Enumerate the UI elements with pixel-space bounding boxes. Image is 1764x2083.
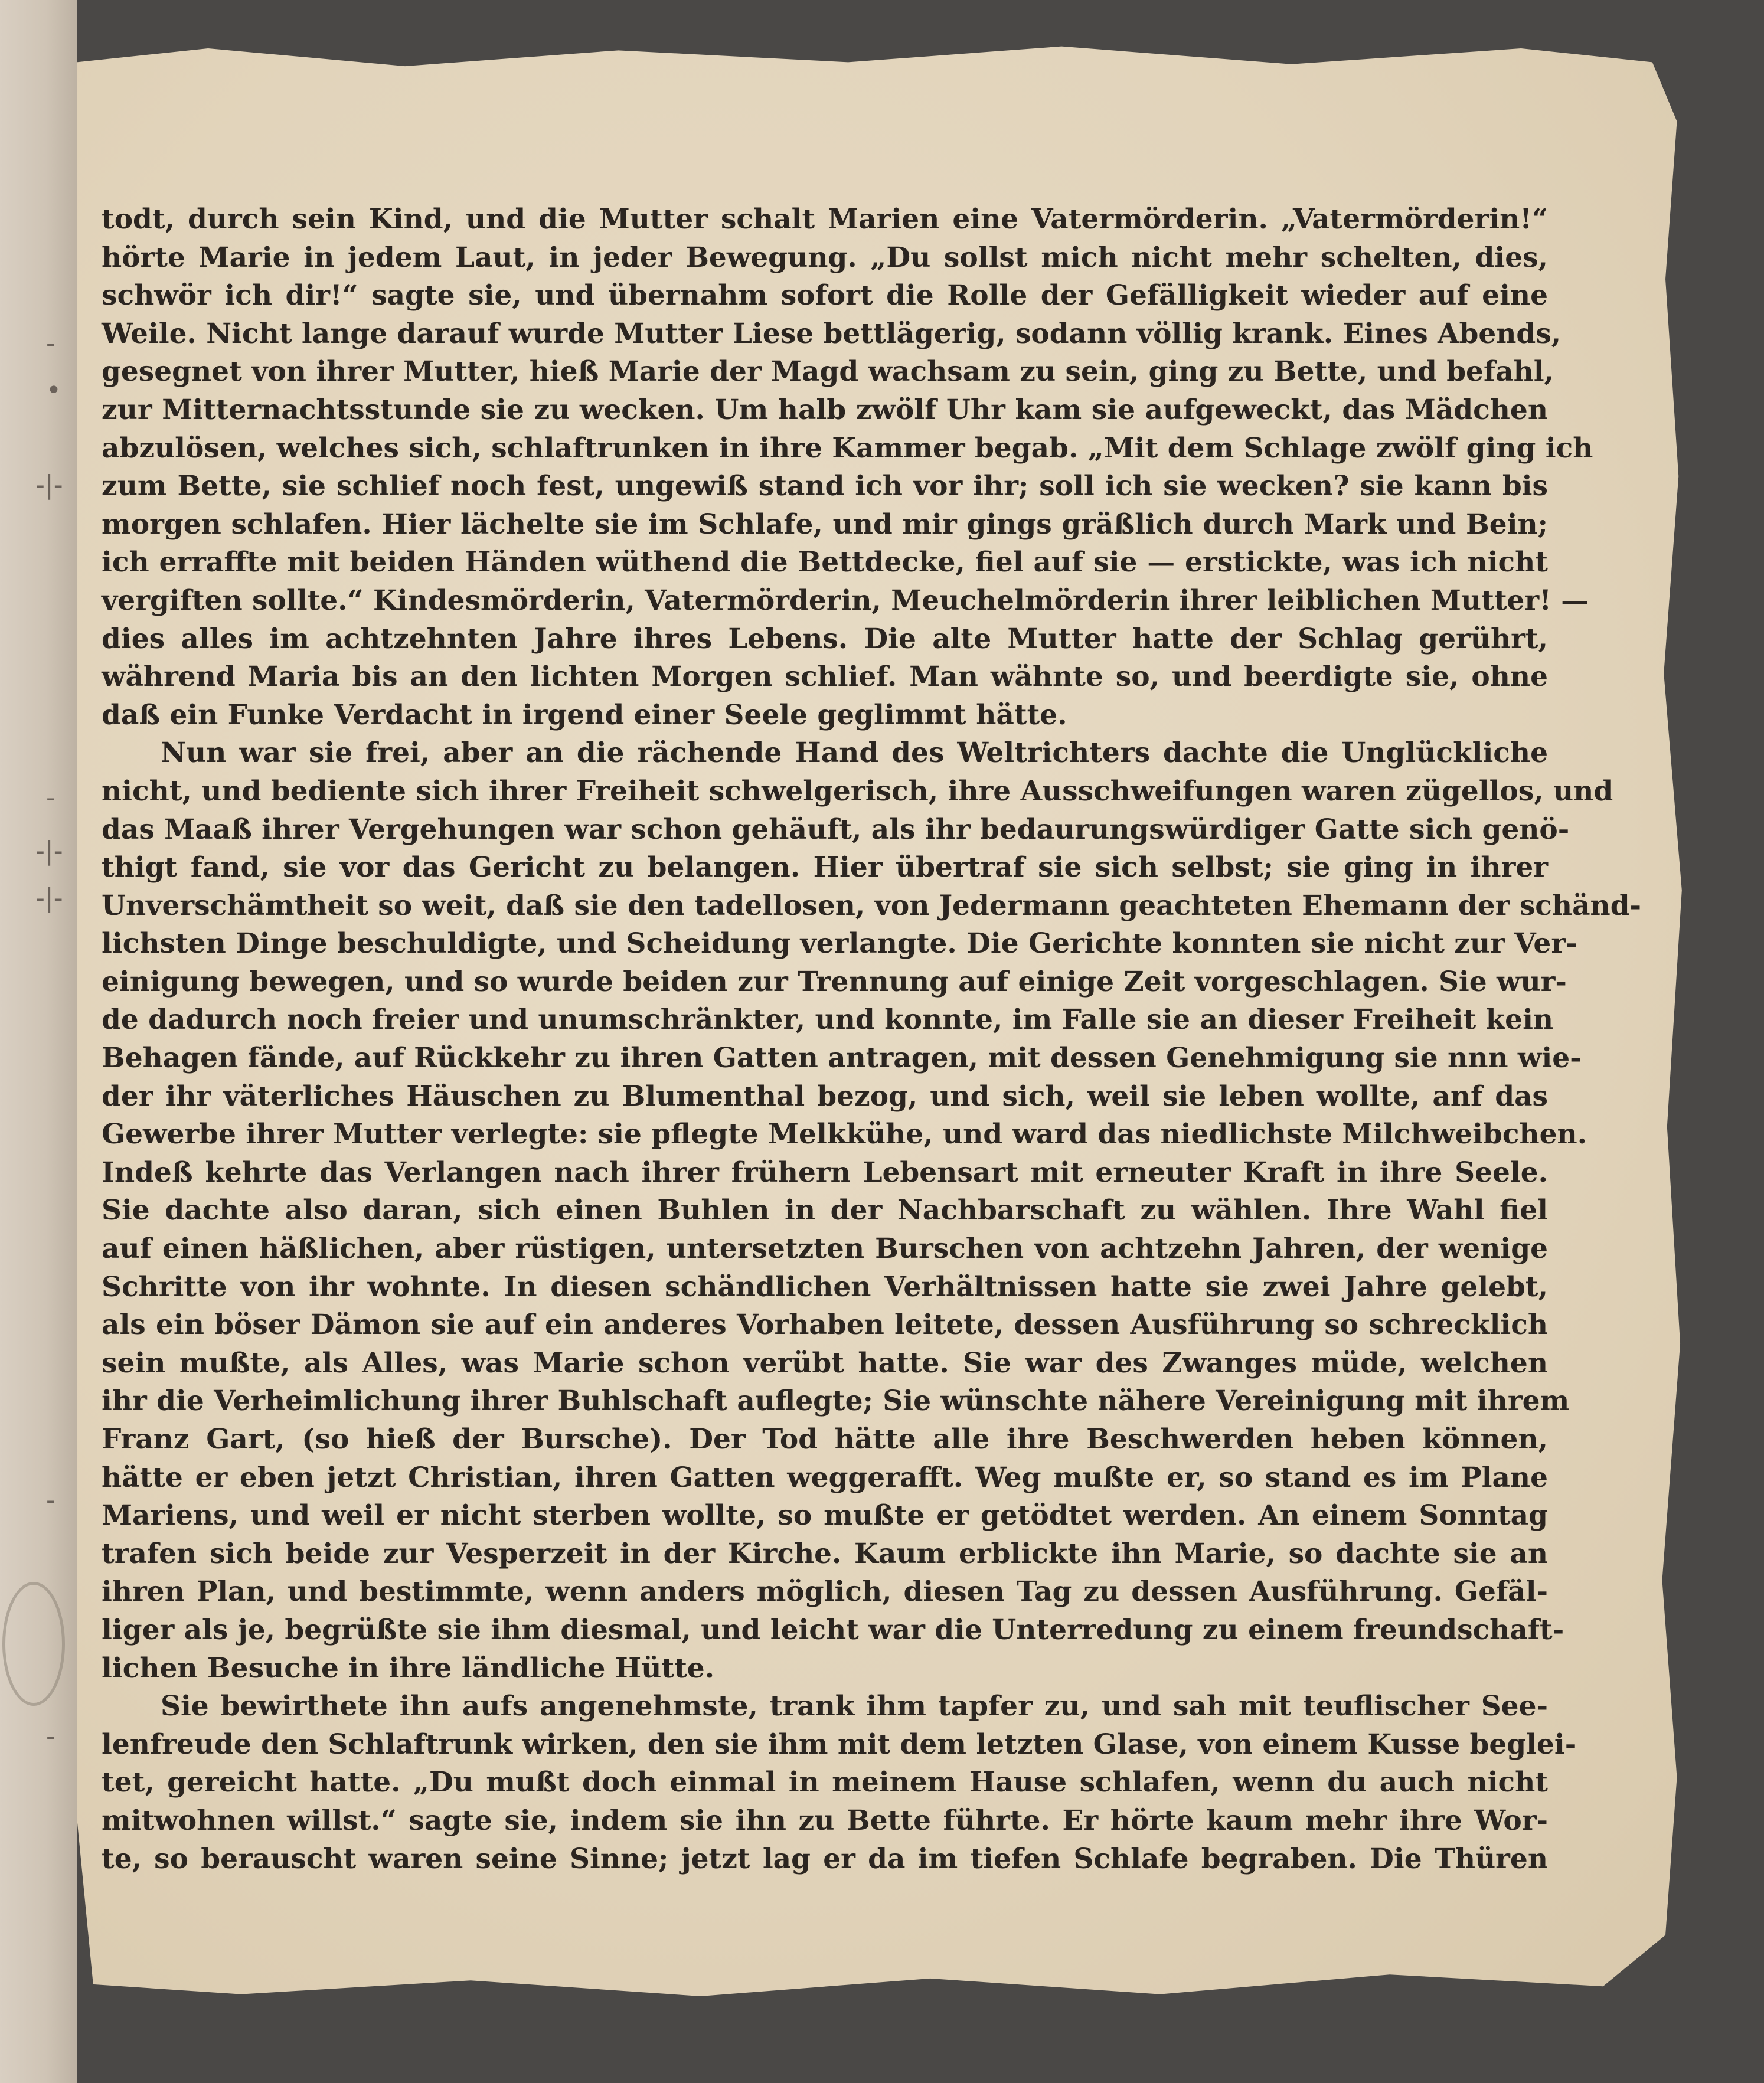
text-line: ich erraffte mit beiden Händen wüthend die Bettdecke, fiel auf sie — erstickte, was ich nicht <box>102 546 1548 579</box>
text-line: lichsten Dinge beschuldigte, und Scheidung verlangte. Die Gerichte konnten sie nicht zur Ver- <box>102 927 1577 960</box>
text-line: auf einen häßlichen, aber rüstigen, untersetzten Burschen von achtzehn Jahren, der wenige <box>102 1232 1548 1266</box>
text-line: thigt fand, sie vor das Gericht zu belangen. Hier übertraf sie sich selbst; sie ging in ihrer <box>102 851 1548 884</box>
text-line: zur Mitternachtsstunde sie zu wecken. Um halb zwölf Uhr kam sie aufgeweckt, das Mädchen <box>102 393 1548 426</box>
text-line: Sie bewirthete ihn aufs angenehmste, trank ihm tapfer zu, und sah mit teuflischer See- <box>161 1690 1548 1723</box>
text-line: morgen schlafen. Hier lächelte sie im Schlafe, und mir gings gräßlich durch Mark und Bein; <box>102 508 1548 541</box>
text-line: todt, durch sein Kind, und die Mutter schalt Marien eine Vatermörderin. „Vatermörderin!“ <box>102 203 1548 236</box>
text-line: Nun war sie frei, aber an die rächende Hand des Weltrichters dachte die Unglückliche <box>161 737 1548 770</box>
text-line: abzulösen, welches sich, schlaftrunken in ihre Kammer begab. „Mit dem Schlage zwölf ging ich <box>102 431 1593 465</box>
text-line: gesegnet von ihrer Mutter, hieß Marie der Magd wachsam zu sein, ging zu Bette, und befahl, <box>102 355 1554 388</box>
text-line: Indeß kehrte das Verlangen nach ihrer frühern Lebensart mit erneuter Kraft in ihre Seele. <box>102 1156 1548 1189</box>
margin-tick-mark: -|- <box>35 836 63 866</box>
text-line: zum Bette, sie schlief noch fest, ungewiß stand ich vor ihr; soll ich sie wecken? sie kann bis <box>102 470 1548 503</box>
text-line: Unverschämtheit so weit, daß sie den tadellosen, von Jedermann geachteten Ehemann der schänd- <box>102 889 1642 922</box>
text-line: de dadurch noch freier und unumschränkter, und konnte, im Falle sie an dieser Freiheit kein <box>102 1003 1554 1036</box>
adjacent-page-edge <box>0 0 77 2083</box>
text-line: lichen Besuche in ihre ländliche Hütte. <box>102 1652 715 1685</box>
text-line: Franz Gart, (so hieß der Bursche). Der Tod hätte alle ihre Beschwerden heben können, <box>102 1423 1548 1456</box>
body-text <box>102 201 1642 1878</box>
text-line: sein mußte, als Alles, was Marie schon verübt hatte. Sie war des Zwanges müde, welchen <box>102 1346 1548 1379</box>
text-line: als ein böser Dämon sie auf ein anderes Vorhaben leitete, dessen Ausführung so schrecklich <box>102 1309 1548 1342</box>
margin-tick-mark: -|- <box>35 883 63 913</box>
text-line: tet, gereicht hatte. „Du mußt doch einmal in meinem Hause schlafen, wenn du auch nicht <box>102 1766 1548 1799</box>
text-line: Weile. Nicht lange darauf wurde Mutter Liese bettlägerig, sodann völlig krank. Eines Abends, <box>102 317 1562 350</box>
margin-tick-mark: - <box>46 783 55 813</box>
text-line: das Maaß ihrer Vergehungen war schon gehäuft, als ihr bedaurungswürdiger Gatte sich genö- <box>102 813 1570 846</box>
text-line: te, so berauscht waren seine Sinne; jetzt lag er da im tiefen Schlafe begraben. Die Thüren <box>102 1842 1548 1875</box>
text-line: schwör ich dir!“ sagte sie, und übernahm sofort die Rolle der Gefälligkeit wieder auf eine <box>102 279 1548 312</box>
paragraph-3 <box>102 1688 1577 1878</box>
text-line: während Maria bis an den lichten Morgen schlief. Man wähnte so, und beerdigte sie, ohne <box>102 660 1548 694</box>
text-line: Sie dachte also daran, sich einen Buhlen in der Nachbarschaft zu wählen. Ihre Wahl fiel <box>102 1194 1548 1227</box>
text-line: einigung bewegen, und so wurde beiden zur Trennung auf einige Zeit vorgeschlagen. Sie wur- <box>102 965 1567 998</box>
margin-tick-mark: - <box>46 1721 55 1751</box>
text-line: liger als je, begrüßte sie ihm diesmal, und leicht war die Unterredung zu einem freundschaft- <box>102 1613 1564 1646</box>
text-line: hätte er eben jetzt Christian, ihren Gatten weggerafft. Weg mußte er, so stand es im Plane <box>102 1461 1548 1494</box>
paragraph-1 <box>102 201 1593 734</box>
text-line: lenfreude den Schlaftrunk wirken, den sie ihm mit dem letzten Glase, von einem Kusse beglei- <box>102 1728 1577 1761</box>
margin-tick-mark: • <box>46 375 61 406</box>
margin-tick-mark: - <box>46 1485 55 1515</box>
text-line: Behagen fände, auf Rückkehr zu ihren Gatten antragen, mit dessen Genehmigung sie nnn wie- <box>102 1042 1582 1075</box>
text-line: ihren Plan, und bestimmte, wenn anders möglich, diesen Tag zu dessen Ausführung. Gefäl- <box>102 1575 1548 1608</box>
text-line: Mariens, und weil er nicht sterben wollte, so mußte er getödtet werden. An einem Sonntag <box>102 1499 1548 1532</box>
margin-tick-mark: - <box>46 328 55 358</box>
text-line: dies alles im achtzehnten Jahre ihres Lebens. Die alte Mutter hatte der Schlag gerührt, <box>102 622 1548 655</box>
text-line: ihr die Verheimlichung ihrer Buhlschaft auflegte; Sie wünschte nähere Vereinigung mit ihrem <box>102 1385 1570 1418</box>
text-line: daß ein Funke Verdacht in irgend einer Seele geglimmt hätte. <box>102 698 1067 731</box>
text-line: der ihr väterliches Häuschen zu Blumenthal bezog, und sich, weil sie leben wollte, anf das <box>102 1080 1548 1113</box>
paragraph-2 <box>102 734 1642 1688</box>
text-line: trafen sich beide zur Vesperzeit in der Kirche. Kaum erblickte ihn Marie, so dachte sie an <box>102 1537 1548 1570</box>
text-line: nicht, und bediente sich ihrer Freiheit schwelgerisch, ihre Ausschweifungen waren zügellos, und <box>102 774 1613 807</box>
text-line: vergiften sollte.“ Kindesmörderin, Vatermörderin, Meuchelmörderin ihrer leiblichen Mutter! — <box>102 584 1589 617</box>
text-line: Gewerbe ihrer Mutter verlegte: sie pflegte Melkkühe, und ward das niedlichste Milchweibchen. <box>102 1118 1587 1151</box>
library-stamp <box>2 1582 65 1706</box>
text-line: hörte Marie in jedem Laut, in jeder Bewegung. „Du sollst mich nicht mehr schelten, dies, <box>102 241 1548 274</box>
margin-tick-mark: -|- <box>35 470 63 500</box>
text-line: Schritte von ihr wohnte. In diesen schändlichen Verhältnissen hatte sie zwei Jahre gelebt, <box>102 1270 1548 1303</box>
text-line: mitwohnen willst.“ sagte sie, indem sie ihn zu Bette führte. Er hörte kaum mehr ihre Wor- <box>102 1804 1548 1837</box>
